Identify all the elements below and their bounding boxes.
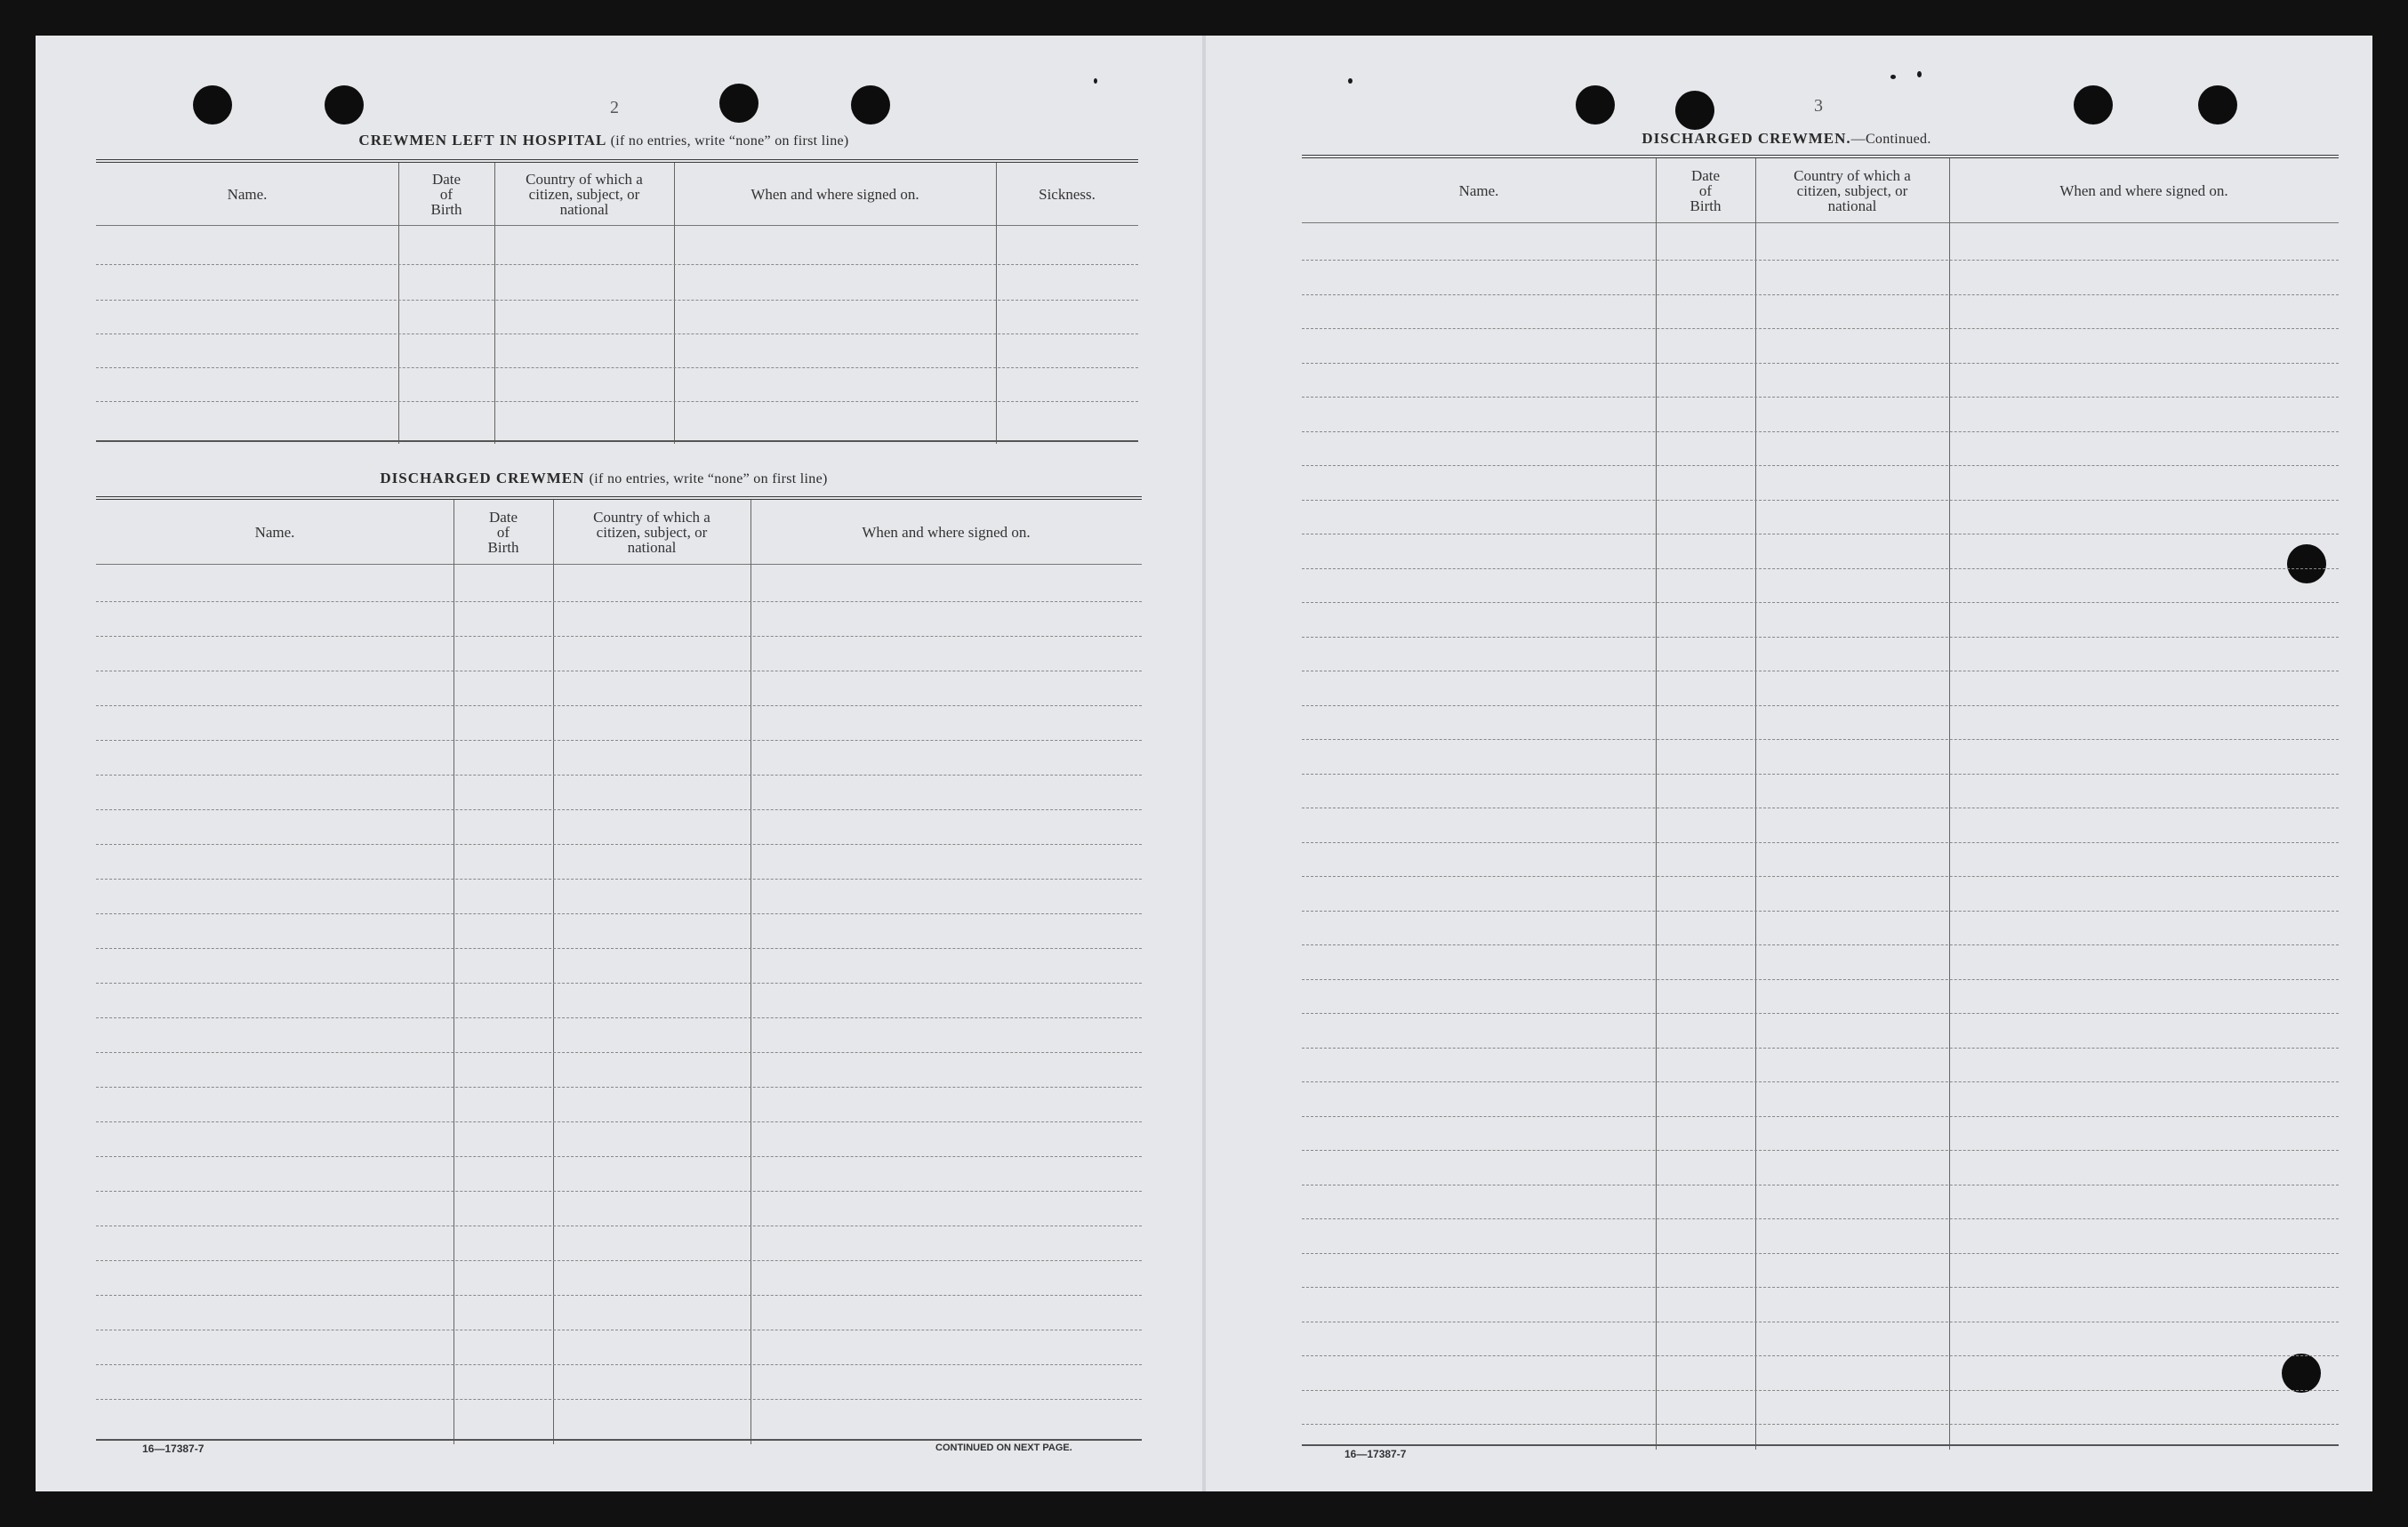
- entry-line: [1302, 568, 2339, 569]
- entry-line: [96, 300, 1138, 301]
- punch-hole: [325, 85, 364, 125]
- page-number: 2: [610, 98, 619, 117]
- punch-hole: [1675, 91, 1714, 130]
- form-number: 16—17387-7: [142, 1443, 205, 1455]
- entry-line: [96, 264, 1138, 265]
- entry-line: [1302, 431, 2339, 432]
- hospital-section-title: [98, 132, 1110, 149]
- entry-line: [1302, 1424, 2339, 1425]
- entry-line: [96, 775, 1142, 776]
- col-dob-header: Date of Birth: [430, 170, 462, 218]
- table-bottom-line: [96, 1439, 1142, 1441]
- entry-line: [1302, 979, 2339, 980]
- discharged-title-text: DISCHARGED CREWMEN: [380, 470, 585, 486]
- continued-title-suffix: —Continued.: [1850, 132, 1931, 147]
- continued-note: CONTINUED ON NEXT PAGE.: [935, 1443, 1072, 1453]
- col-name-header: Name.: [1458, 181, 1499, 199]
- punch-hole: [1576, 85, 1615, 125]
- entry-line: [1302, 1218, 2339, 1219]
- entry-line: [1302, 774, 2339, 775]
- entry-line: [96, 1191, 1142, 1192]
- discharged-table: [96, 496, 1142, 1444]
- entry-line: [1302, 944, 2339, 945]
- entry-line: [1302, 876, 2339, 877]
- discharged-table-header: [96, 500, 1142, 565]
- col-name-header: Name.: [254, 523, 295, 541]
- punch-hole: [851, 85, 890, 125]
- punch-hole: [2198, 85, 2237, 125]
- punch-hole: [2074, 85, 2113, 125]
- punch-hole: [719, 84, 759, 123]
- right-page: [1206, 36, 2372, 1491]
- col-name-header: Name.: [227, 185, 268, 203]
- discharged-section-title: [98, 470, 1110, 487]
- entry-line: [96, 636, 1142, 637]
- discharged-continued-header: [1302, 158, 2339, 223]
- speck: [1890, 75, 1896, 79]
- entry-line: [1302, 602, 2339, 603]
- entry-line: [1302, 500, 2339, 501]
- entry-line: [96, 913, 1142, 914]
- table-bottom-line: [96, 440, 1138, 442]
- col-dob-header: Date of Birth: [487, 508, 519, 556]
- punch-hole: [193, 85, 232, 125]
- entry-line: [96, 809, 1142, 810]
- discharged-continued-table: [1302, 155, 2339, 1450]
- entry-line: [96, 1087, 1142, 1088]
- entry-line: [1302, 1081, 2339, 1082]
- table-bottom-line: [1302, 1444, 2339, 1446]
- column-divider: [1755, 158, 1756, 1450]
- hospital-title-text: CREWMEN LEFT IN HOSPITAL: [358, 132, 606, 149]
- entry-line: [96, 983, 1142, 984]
- entry-line: [96, 879, 1142, 880]
- left-page: [36, 36, 1202, 1491]
- entry-line: [1302, 260, 2339, 261]
- col-signed-header: When and where signed on.: [862, 523, 1031, 541]
- entry-line: [96, 1052, 1142, 1053]
- entry-line: [1302, 1048, 2339, 1049]
- col-country-header: Country of which a citizen, subject, or national: [526, 170, 643, 218]
- entry-line: [1302, 637, 2339, 638]
- entry-line: [96, 844, 1142, 845]
- entry-line: [96, 1295, 1142, 1296]
- entry-line: [1302, 739, 2339, 740]
- hospital-table-header: [96, 163, 1138, 226]
- entry-line: [96, 401, 1138, 402]
- form-number: 16—17387-7: [1344, 1448, 1407, 1460]
- speck: [1348, 78, 1352, 84]
- hospital-title-note: (if no entries, write “none” on first line): [610, 133, 849, 149]
- entry-line: [96, 705, 1142, 706]
- column-divider: [750, 500, 751, 1444]
- col-country-header: Country of which a citizen, subject, or national: [1794, 166, 1911, 214]
- entry-line: [1302, 363, 2339, 364]
- entry-line: [96, 601, 1142, 602]
- hospital-table: [96, 159, 1138, 444]
- discharged-title-note: (if no entries, write “none” on first line): [589, 471, 828, 486]
- entry-line: [96, 948, 1142, 949]
- discharged-continued-title: [1277, 130, 2296, 148]
- entry-line: [1302, 1390, 2339, 1391]
- col-signed-header: When and where signed on.: [2059, 181, 2228, 199]
- col-signed-header: When and where signed on.: [750, 185, 919, 203]
- column-divider: [1656, 158, 1657, 1450]
- column-divider: [553, 500, 554, 1444]
- entry-line: [96, 1399, 1142, 1400]
- entry-line: [1302, 294, 2339, 295]
- page-number: 3: [1814, 96, 1823, 116]
- entry-line: [96, 740, 1142, 741]
- col-sickness-header: Sickness.: [1039, 185, 1096, 203]
- entry-line: [96, 1017, 1142, 1018]
- entry-line: [1302, 465, 2339, 466]
- entry-line: [1302, 328, 2339, 329]
- entry-line: [1302, 397, 2339, 398]
- entry-line: [1302, 842, 2339, 843]
- col-country-header: Country of which a citizen, subject, or national: [593, 508, 710, 556]
- entry-line: [1302, 1116, 2339, 1117]
- column-divider: [1949, 158, 1950, 1450]
- entry-line: [96, 1156, 1142, 1157]
- entry-line: [1302, 1253, 2339, 1254]
- speck: [1094, 78, 1097, 84]
- col-dob-header: Date of Birth: [1690, 166, 1722, 214]
- entry-line: [96, 1364, 1142, 1365]
- entry-line: [1302, 1287, 2339, 1288]
- scanned-document: [36, 36, 2372, 1491]
- continued-title-text: DISCHARGED CREWMEN.: [1641, 130, 1851, 147]
- entry-line: [96, 367, 1138, 368]
- speck: [1917, 71, 1922, 77]
- entry-line: [1302, 911, 2339, 912]
- entry-line: [96, 1260, 1142, 1261]
- entry-line: [1302, 1013, 2339, 1014]
- entry-line: [96, 1121, 1142, 1122]
- entry-line: [1302, 1355, 2339, 1356]
- entry-line: [1302, 705, 2339, 706]
- entry-line: [1302, 1150, 2339, 1151]
